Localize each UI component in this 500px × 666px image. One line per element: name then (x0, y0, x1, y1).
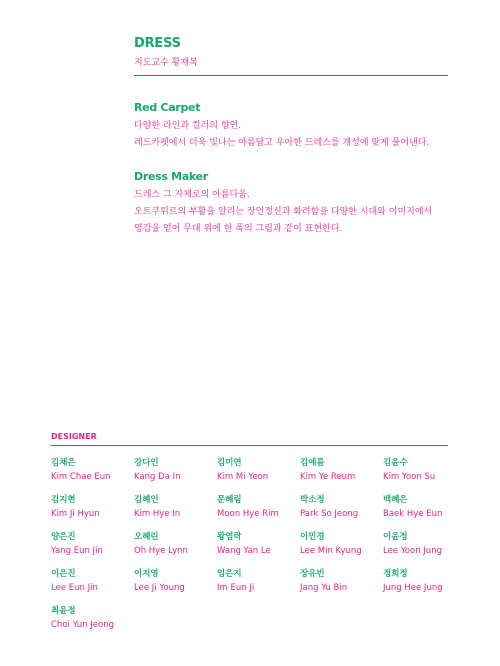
designer-name-korean: 김예름 (300, 458, 325, 468)
text-line: 레드카펫에서 더욱 빛나는 아름답고 우아한 드레스를 개성에 맞게 풀어낸다. (134, 138, 430, 148)
page-title: DRESS (134, 36, 181, 51)
designer-label: DESIGNER (51, 432, 97, 441)
designer-name-english: Jung Hee Jung (383, 583, 443, 593)
designer-name-korean: 백혜은 (383, 495, 408, 505)
designer-name-korean: 김미연 (217, 458, 242, 468)
designer-name-english: Oh Hye Lynn (134, 546, 188, 556)
advisor-label: 지도교수 황재복 (134, 58, 198, 68)
section-text-dress-maker (134, 187, 454, 238)
designer-name-english: Kim Chae Eun (51, 472, 111, 482)
designer-entry (134, 568, 217, 594)
text-line: 다양한 라인과 컬러의 향연. (134, 121, 242, 131)
designer-entry (51, 457, 134, 483)
designer-entry (383, 494, 466, 520)
designer-name-korean: 장유빈 (300, 569, 325, 579)
text-line: 드레스 그 자체로의 아름다움. (134, 190, 250, 200)
designer-name-korean: 이윤정 (383, 532, 408, 542)
designer-name-korean: 왕염락 (217, 532, 242, 542)
designer-name-english: Yang Eun Jin (51, 546, 103, 556)
designer-name-english: Kim Ji Hyun (51, 509, 100, 519)
designer-name-english: Kim Hye In (134, 509, 181, 519)
header-divider (134, 75, 448, 76)
designer-entry (217, 531, 300, 557)
designer-name-korean: 김혜인 (134, 495, 159, 505)
designer-name-korean: 최윤정 (51, 606, 76, 616)
designer-name-english: Choi Yun Jeong (51, 620, 114, 630)
designer-entry (51, 494, 134, 520)
designer-name-english: Lee Ji Young (134, 583, 185, 593)
designer-name-korean: 정희정 (383, 569, 408, 579)
designer-entry (383, 457, 466, 483)
designer-name-korean: 오혜린 (134, 532, 159, 542)
designer-name-english: Jang Yu Bin (300, 583, 348, 593)
text-line: 영감을 얻어 무대 위에 한 폭의 그림과 같이 표현한다. (134, 224, 343, 234)
designer-entry (217, 457, 300, 483)
designer-name-english: Lee Min Kyung (300, 546, 362, 556)
designer-name-korean: 강다인 (134, 458, 159, 468)
designer-name-english: Kim Ye Reum (300, 472, 356, 482)
designer-name-korean: 이민경 (300, 532, 325, 542)
designer-name-korean: 양은진 (51, 532, 76, 542)
designer-name-english: Kim Mi Yeon (217, 472, 269, 482)
designer-name-english: Im Eun Ji (217, 583, 255, 593)
section-heading-red-carpet: Red Carpet (134, 101, 201, 114)
designer-entry (134, 457, 217, 483)
designer-name-korean: 김채은 (51, 458, 76, 468)
designer-entry (300, 531, 383, 557)
designer-entry (300, 494, 383, 520)
designer-name-korean: 이지영 (134, 569, 159, 579)
designer-name-english: Baek Hye Eun (383, 509, 443, 519)
designer-name-english: Lee Yoon Jung (383, 546, 442, 556)
designer-name-english: Kang Da In (134, 472, 181, 482)
designer-name-korean: 김지현 (51, 495, 76, 505)
designer-entry (51, 605, 134, 631)
section-text-red-carpet (134, 118, 454, 152)
designer-entry (300, 568, 383, 594)
designer-entry (217, 494, 300, 520)
designer-name-english: Kim Yoon Su (383, 472, 436, 482)
section-heading-dress-maker: Dress Maker (134, 170, 208, 183)
designer-entry (134, 494, 217, 520)
designer-name-english: Moon Hye Rim (217, 509, 279, 519)
designer-name-english: Park So Jeong (300, 509, 359, 519)
designer-entry (134, 531, 217, 557)
designer-name-korean: 문혜림 (217, 495, 242, 505)
designer-entry (383, 531, 466, 557)
designer-divider (51, 445, 448, 446)
designer-entry (383, 568, 466, 594)
designer-name-english: Lee Eun Jin (51, 583, 98, 593)
designer-entry (300, 457, 383, 483)
designer-entry (51, 531, 134, 557)
designer-name-korean: 김윤수 (383, 458, 408, 468)
text-line: 오트쿠튀르의 부활을 알리는 장인정신과 화려함을 다양한 시대와 이미지에서 (134, 207, 433, 217)
designer-name-korean: 이은진 (51, 569, 76, 579)
designer-entry (217, 568, 300, 594)
designer-entry (51, 568, 134, 594)
designer-name-korean: 임은지 (217, 569, 242, 579)
designer-name-korean: 박소정 (300, 495, 325, 505)
designer-name-english: Wang Yan Le (217, 546, 271, 556)
